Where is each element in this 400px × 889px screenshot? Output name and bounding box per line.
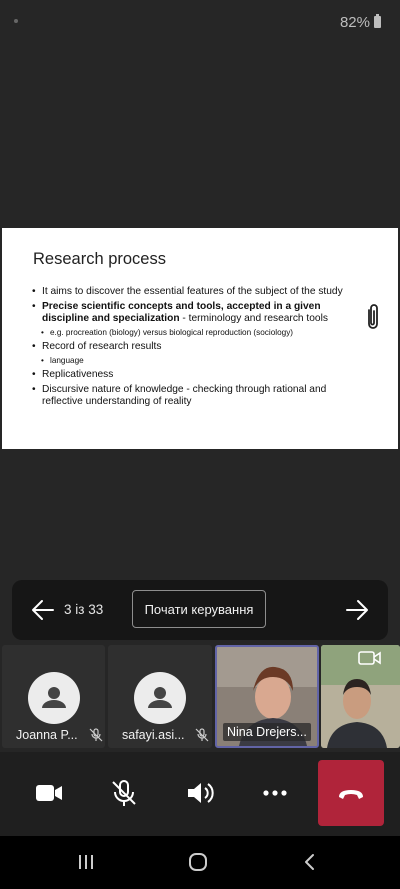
participant-name: Joanna P... — [16, 728, 78, 742]
participant-video-tile[interactable] — [215, 645, 319, 748]
mic-off-icon — [195, 728, 209, 742]
camera-icon[interactable] — [33, 777, 65, 809]
previous-slide-icon[interactable] — [31, 599, 55, 621]
hang-up-button[interactable] — [318, 760, 384, 826]
status-bar — [0, 0, 400, 44]
avatar — [28, 672, 80, 724]
person-icon — [134, 672, 186, 724]
participant-name: Nina Drejers... — [223, 723, 311, 741]
person-icon — [28, 672, 80, 724]
more-options-icon[interactable] — [259, 777, 291, 809]
slide-bullet: • Record of research results — [32, 341, 360, 353]
battery-level: 82% — [339, 14, 370, 31]
notification-dot — [14, 19, 18, 23]
participant-tile[interactable] — [108, 645, 212, 748]
slide-bullet — [32, 301, 360, 325]
slide-bullet-bold: Precise scientific concepts and tools, accepted in a given discipline and specialization — [42, 301, 321, 324]
take-control-button[interactable]: Почати керування — [132, 590, 266, 628]
speaker-icon[interactable] — [184, 777, 216, 809]
slide-bullet-rest: - terminology and research tools — [179, 313, 328, 324]
presentation-controls — [12, 580, 388, 640]
slide-bullet: • Discursive nature of knowledge - checking through rational and reflective understanding of reality — [32, 384, 360, 408]
home-icon[interactable] — [188, 852, 208, 872]
shared-slide — [2, 228, 398, 449]
mic-off-icon — [89, 728, 103, 742]
slide-title: Research process — [33, 250, 166, 268]
switch-camera-icon[interactable] — [358, 649, 382, 667]
back-icon[interactable] — [300, 852, 320, 872]
participant-video-tile[interactable] — [321, 645, 400, 748]
call-controls — [0, 752, 400, 836]
battery-icon — [374, 16, 381, 28]
participant-tile[interactable] — [2, 645, 105, 748]
slide-bullet: • Replicativeness — [32, 369, 360, 381]
hang-up-icon — [318, 760, 384, 826]
avatar — [134, 672, 186, 724]
page-counter: 3 із 33 — [64, 602, 104, 617]
system-nav-bar — [0, 836, 400, 889]
slide-bullets — [32, 286, 360, 411]
slide-sub-bullet: • e.g. procreation (biology) versus biological reproduction (sociology) — [32, 328, 360, 338]
paperclip-icon — [364, 302, 382, 332]
mic-off-icon[interactable] — [108, 777, 140, 809]
recent-apps-icon[interactable] — [76, 852, 96, 872]
slide-bullet: • It aims to discover the essential features of the subject of the study — [32, 286, 360, 298]
slide-sub-bullet: • language — [32, 356, 360, 366]
next-slide-icon[interactable] — [345, 599, 369, 621]
participant-name: safayi.asi... — [122, 728, 185, 742]
